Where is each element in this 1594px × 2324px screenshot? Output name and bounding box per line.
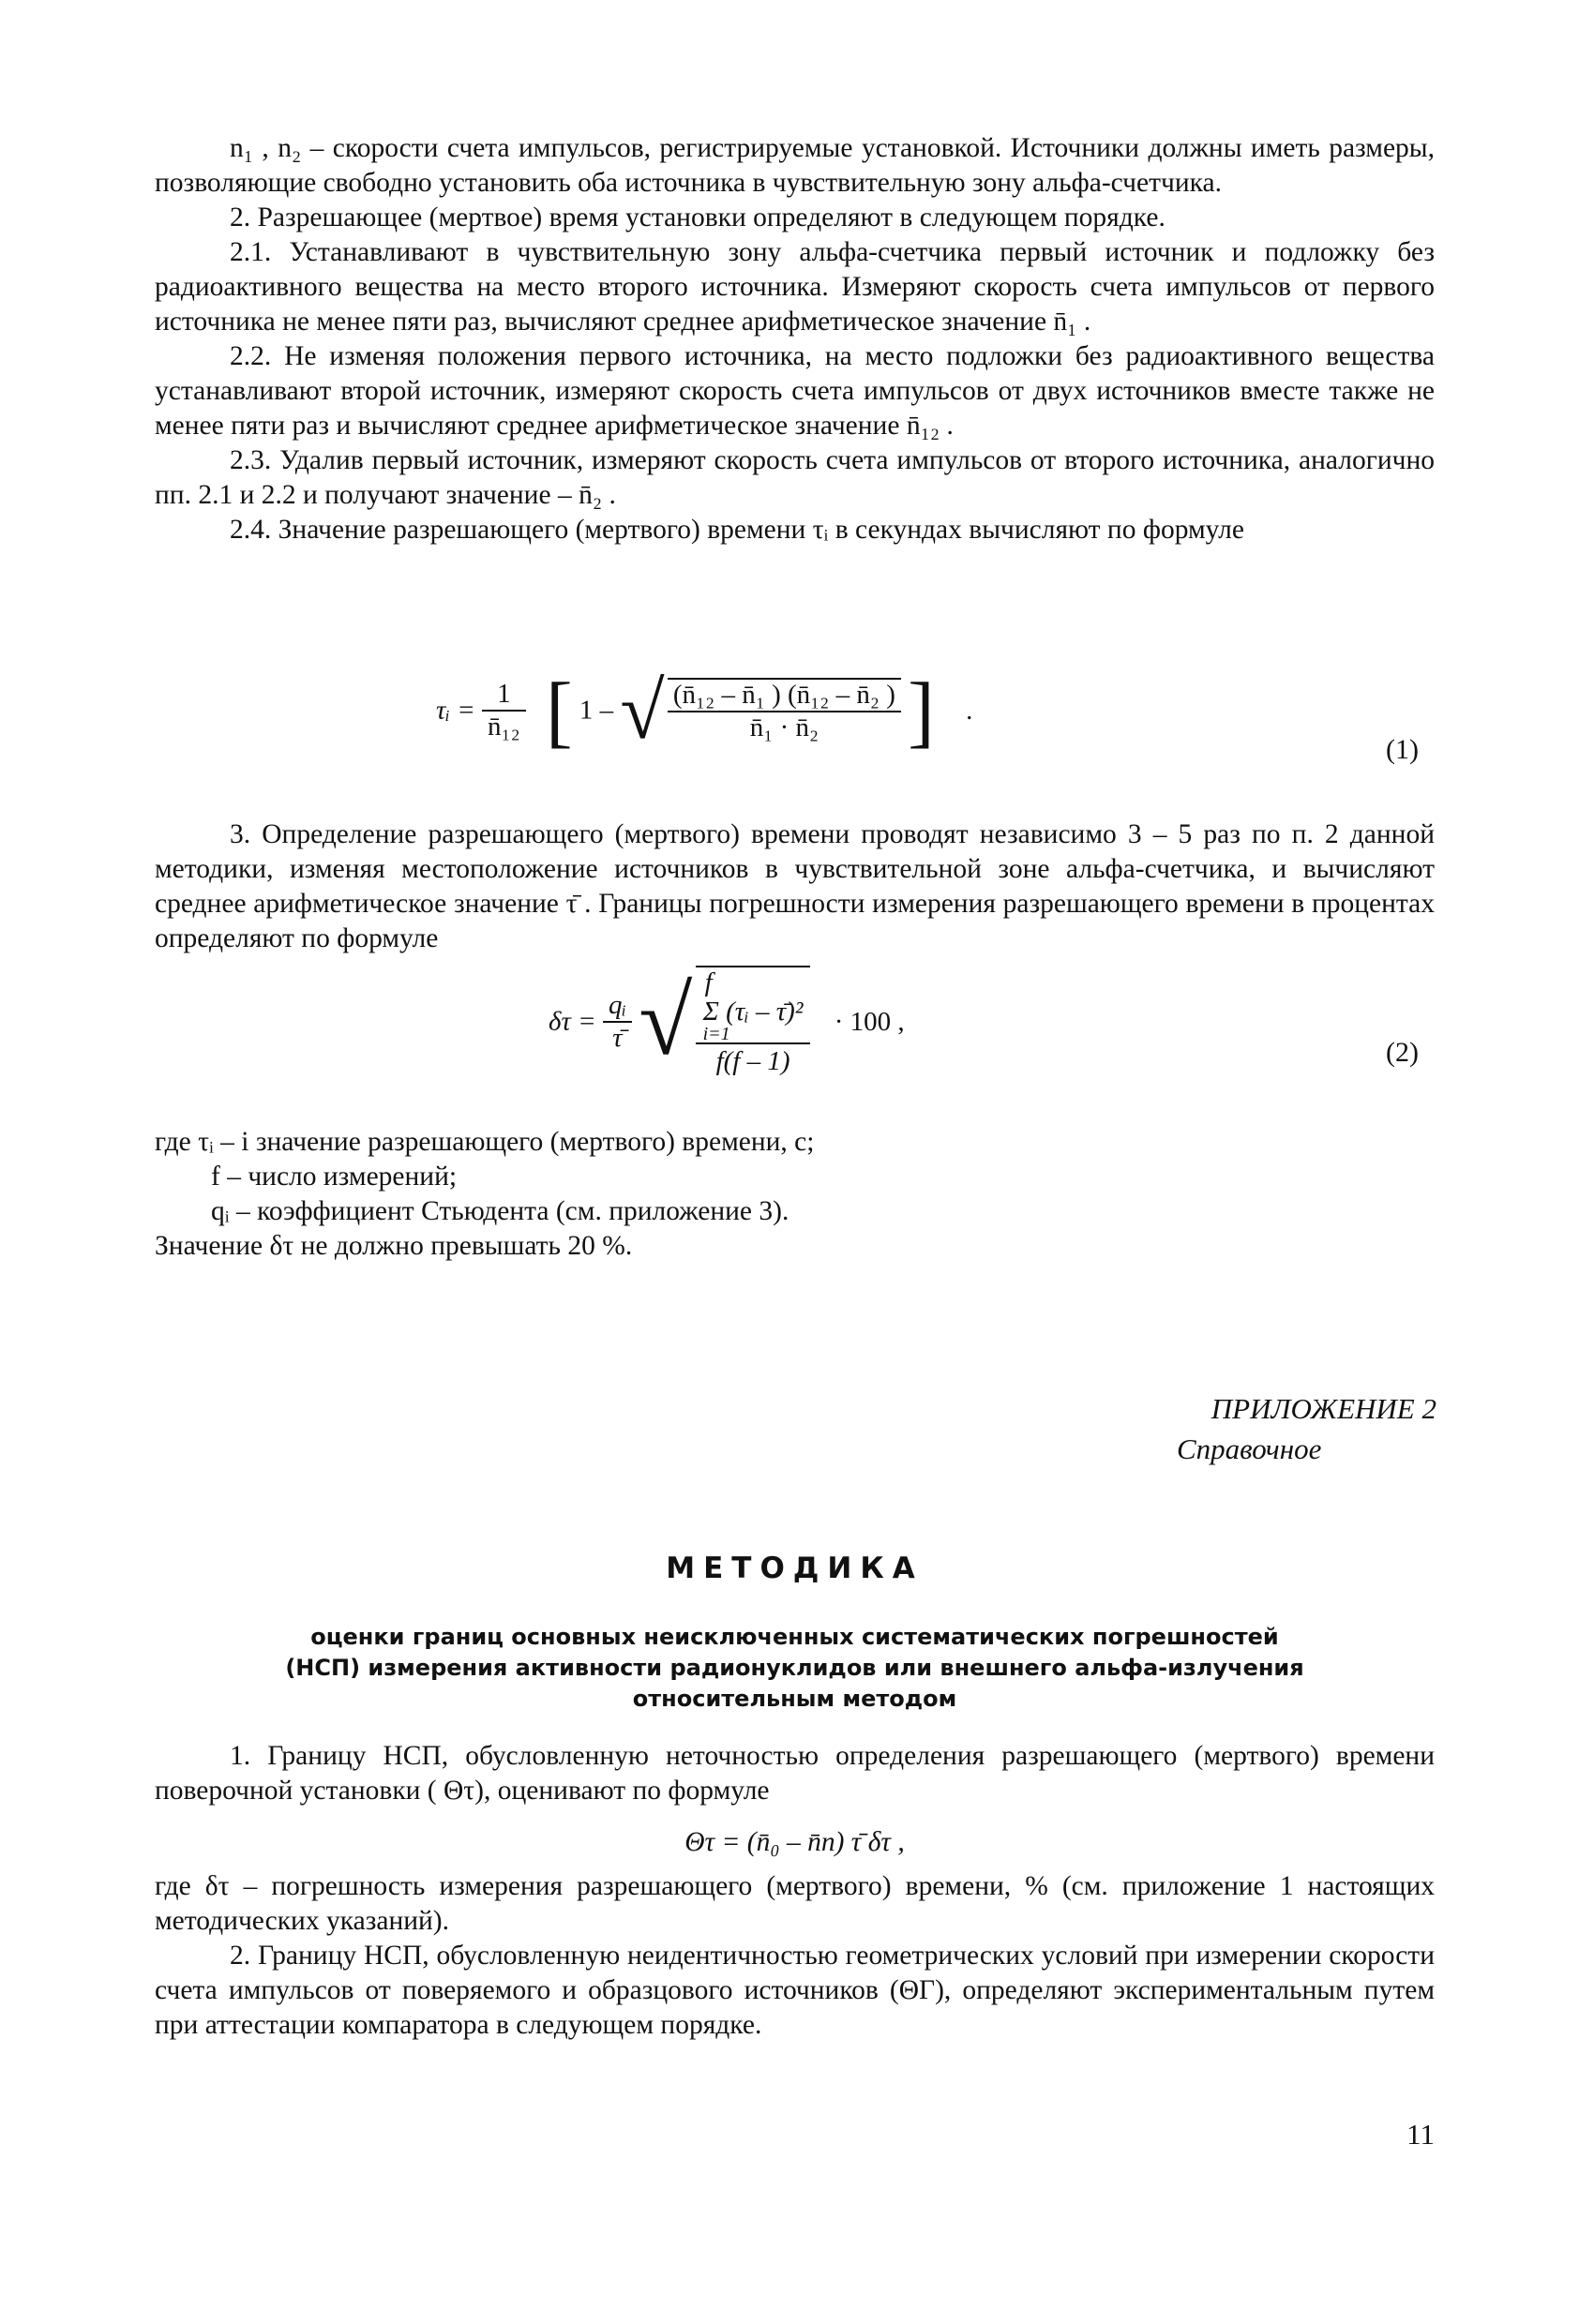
appendix-title: ПРИЛОЖЕНИЕ 2 (1211, 1392, 1436, 1425)
paragraph-2-2: 2.2. Не изменяя положения первого источника, на место подложки без радиоактивного вещества устанавливают второй источник, измеряют скорость счета импульсов от двух источников вместе также не менее пяти раз и вычисляют среднее арифметическое значение n̄₁₂ . (155, 341, 1435, 441)
formula-2-f-top: f (704, 967, 713, 997)
formula-1-sqrt-den: n̄₁ · n̄₂ (749, 712, 820, 742)
formula-2-q-num: qᵢ (603, 990, 632, 1023)
formula-1-fraction (482, 679, 526, 742)
legend-f: f – число измерений; (211, 1162, 458, 1192)
paragraph-b3: 2. Границу НСП, обусловленную неидентичностью геометрических условий при измерении скорости счета импульсов от поверяемого и образцового источников (ΘГ), определяют экспериментальным путем при аттестации компаратора в следующем порядке. (155, 1941, 1435, 2040)
formula-1-sqrt-num: (n̄₁₂ – n̄₁ ) (n̄₁₂ – n̄₂ ) (668, 680, 901, 712)
formula-2-sum: Σ (τᵢ – τ̄)² (702, 997, 804, 1027)
legend-tau: где τᵢ – i значение разрешающего (мертвого) времени, с; (155, 1127, 815, 1157)
method-subheading (155, 1622, 1435, 1715)
method-heading: МЕТОДИКА (666, 1552, 924, 1585)
formula-2-sum-index: i=1 (696, 1026, 811, 1044)
formula-1-dot: . (966, 695, 973, 726)
formula-1-lhs: τᵢ = (436, 695, 475, 726)
legend-block (155, 1125, 1435, 1264)
paragraph-2-1: 2.1. Устанавливают в чувствительную зону альфа-счетчика первый источник и подложку без радиоактивного вещества на место второго источника. Измеряют скорость счета импульсов от первого источника не менее пяти раз, вычисляют среднее арифметическое значение n̄₁ . (155, 237, 1435, 337)
paragraph-b2: где δτ – погрешность измерения разрешающего (мертвого) времени, % (см. приложение 1 настоящих методических указаний). (155, 1871, 1435, 1936)
formula-2-q-den: τ̄ (612, 1023, 623, 1053)
formula-1-one: 1 – (579, 695, 614, 726)
formula-1 (436, 666, 973, 756)
formula-2-den: f(f – 1) (715, 1046, 790, 1076)
formula-2-number: (2) (1386, 1037, 1419, 1068)
paragraph-3: 3. Определение разрешающего (мертвого) времени проводят независимо 3 – 5 раз по п. 2 данной методики, изменяя местоположение источников в чувствительной зоне альфа-счетчика, и вычисляют среднее арифметическое значение τ̄ . Границы погрешности измерения разрешающего времени в процентах определяют по формуле (155, 819, 1435, 953)
formula-2-q-fraction (603, 990, 632, 1054)
formula-1-sqrt-fraction (668, 678, 901, 743)
bracket-left: [ (546, 666, 573, 756)
middle-text-block (155, 817, 1435, 956)
bottom-text-block (155, 1739, 1435, 2043)
formula-1-one-num: 1 (482, 679, 526, 712)
page-number: 11 (1406, 2118, 1435, 2151)
sqrt-sign: √ (620, 666, 665, 756)
legend-q: qᵢ – коэффициент Стьюдента (см. приложение 3). (211, 1196, 789, 1226)
method-subheading-line-2: (НСП) измерения активности радионуклидов или внешнего альфа-излучения (285, 1655, 1304, 1681)
method-subheading-line-3: относительным методом (632, 1686, 957, 1712)
formula-2-sqrt-fraction (696, 966, 811, 1078)
paragraph-2: 2. Разрешающее (мертвое) время установки определяют в следующем порядке. (230, 202, 1165, 232)
sqrt-sign-2: √ (639, 967, 693, 1075)
formula-1-one-den: n̄₁₂ (488, 712, 520, 742)
formula-2-lhs: δτ = (549, 1006, 596, 1037)
method-subheading-line-1: оценки границ основных неисключенных систематических погрешностей (310, 1624, 1279, 1650)
formula-3: Θτ = (n̄₀ – n̄п) τ̄ δτ , (684, 1827, 905, 1857)
formula-2-tail: · 100 , (834, 1006, 905, 1037)
paragraph-n1-n2: n₁ , n₂ – скорости счета импульсов, регистрируемые установкой. Источники должны иметь размеры, позволяющие свободно установить оба источника в чувствительную зону альфа-счетчика. (155, 133, 1435, 198)
paragraph-2-4: 2.4. Значение разрешающего (мертвого) времени τᵢ в секундах вычисляют по формуле (230, 515, 1244, 545)
appendix-subtitle: Справочное (1177, 1432, 1322, 1465)
formula-2 (549, 966, 905, 1078)
paragraph-b1: 1. Границу НСП, обусловленную неточностью определения разрешающего (мертвого) времени поверочной установки ( Θτ), оценивают по формуле (155, 1741, 1435, 1806)
formula-1-number: (1) (1386, 734, 1419, 765)
top-text-block (155, 131, 1435, 547)
bracket-right: ] (908, 666, 935, 756)
legend-limit: Значение δτ не должно превышать 20 %. (155, 1231, 633, 1261)
paragraph-2-3: 2.3. Удалив первый источник, измеряют скорость счета импульсов от второго источника, аналогично пп. 2.1 и 2.2 и получают значение – n̄₂ . (155, 445, 1435, 510)
